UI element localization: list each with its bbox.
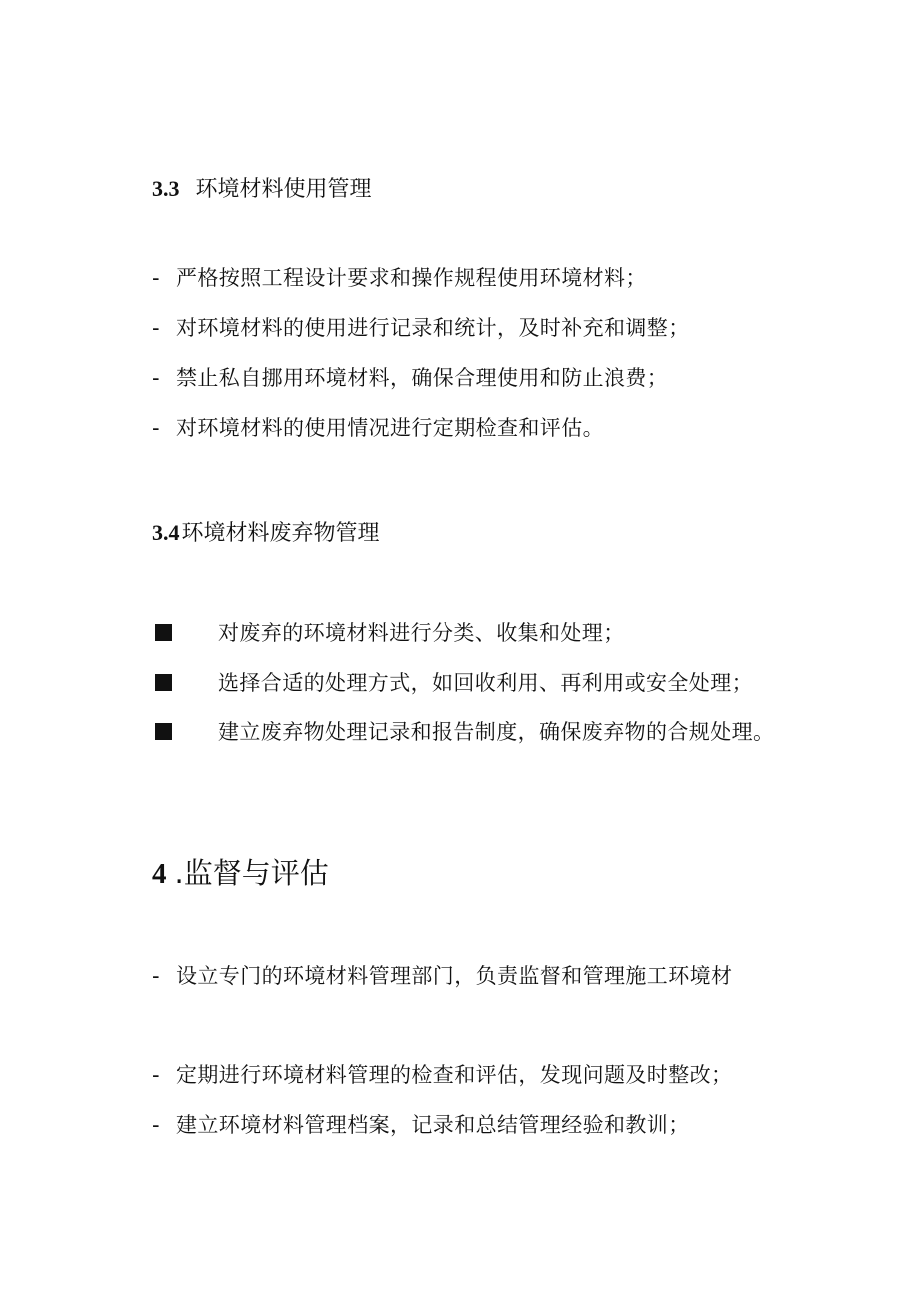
dash-bullet: - <box>152 1063 160 1087</box>
list-item <box>152 960 732 990</box>
dash-bullet: - <box>152 266 160 290</box>
section-title: 环境材料废弃物管理 <box>181 521 380 546</box>
list-item <box>152 262 647 292</box>
list-item-text: 对环境材料的使用进行记录和统计，及时补充和调整； <box>176 316 690 340</box>
list-item-text: 对废弃的环境材料进行分类、收集和处理； <box>218 621 625 645</box>
list-item-text: 定期进行环境材料管理的检查和评估，发现问题及时整改； <box>176 1063 733 1087</box>
black-square-icon <box>155 723 172 740</box>
dash-bullet: - <box>152 964 160 988</box>
list-item <box>152 1059 732 1089</box>
section-title: .监督与评估 <box>174 856 329 890</box>
black-square-icon <box>155 624 172 641</box>
section-title: 环境材料使用管理 <box>195 177 372 202</box>
list-item-text: 对环境材料的使用情况进行定期检查和评估。 <box>176 416 604 440</box>
section-number: 4 <box>152 858 167 890</box>
list-item <box>108 663 788 703</box>
list-item-text: 禁止私自挪用环境材料，确保合理使用和防止浪费； <box>176 366 669 390</box>
dash-bullet: - <box>152 366 160 390</box>
section-heading-3-3 <box>152 172 372 203</box>
list-item <box>152 412 604 442</box>
list-item <box>152 1109 690 1139</box>
dash-bullet: - <box>152 416 160 440</box>
list-item-text: 建立环境材料管理档案，记录和总结管理经验和教训； <box>176 1113 690 1137</box>
section-number: 3.3 <box>152 176 180 201</box>
dash-bullet: - <box>152 1113 160 1137</box>
list-item-text: 建立废弃物处理记录和报告制度，确保废弃物的合规处理。 <box>218 720 775 744</box>
dash-bullet: - <box>152 316 160 340</box>
list-item <box>152 312 690 342</box>
section-number: 3.4 <box>152 520 180 545</box>
section-heading-3-4 <box>152 516 380 547</box>
black-square-icon <box>155 674 172 691</box>
list-item-text: 严格按照工程设计要求和操作规程使用环境材料； <box>176 266 647 290</box>
list-item-text: 设立专门的环境材料管理部门，负责监督和管理施工环境材 <box>176 964 733 988</box>
list-item <box>108 613 788 653</box>
list-item <box>152 362 668 392</box>
list-item-text: 选择合适的处理方式，如回收利用、再利用或安全处理； <box>218 671 753 695</box>
list-item <box>108 712 788 752</box>
section-heading-4 <box>152 851 329 892</box>
